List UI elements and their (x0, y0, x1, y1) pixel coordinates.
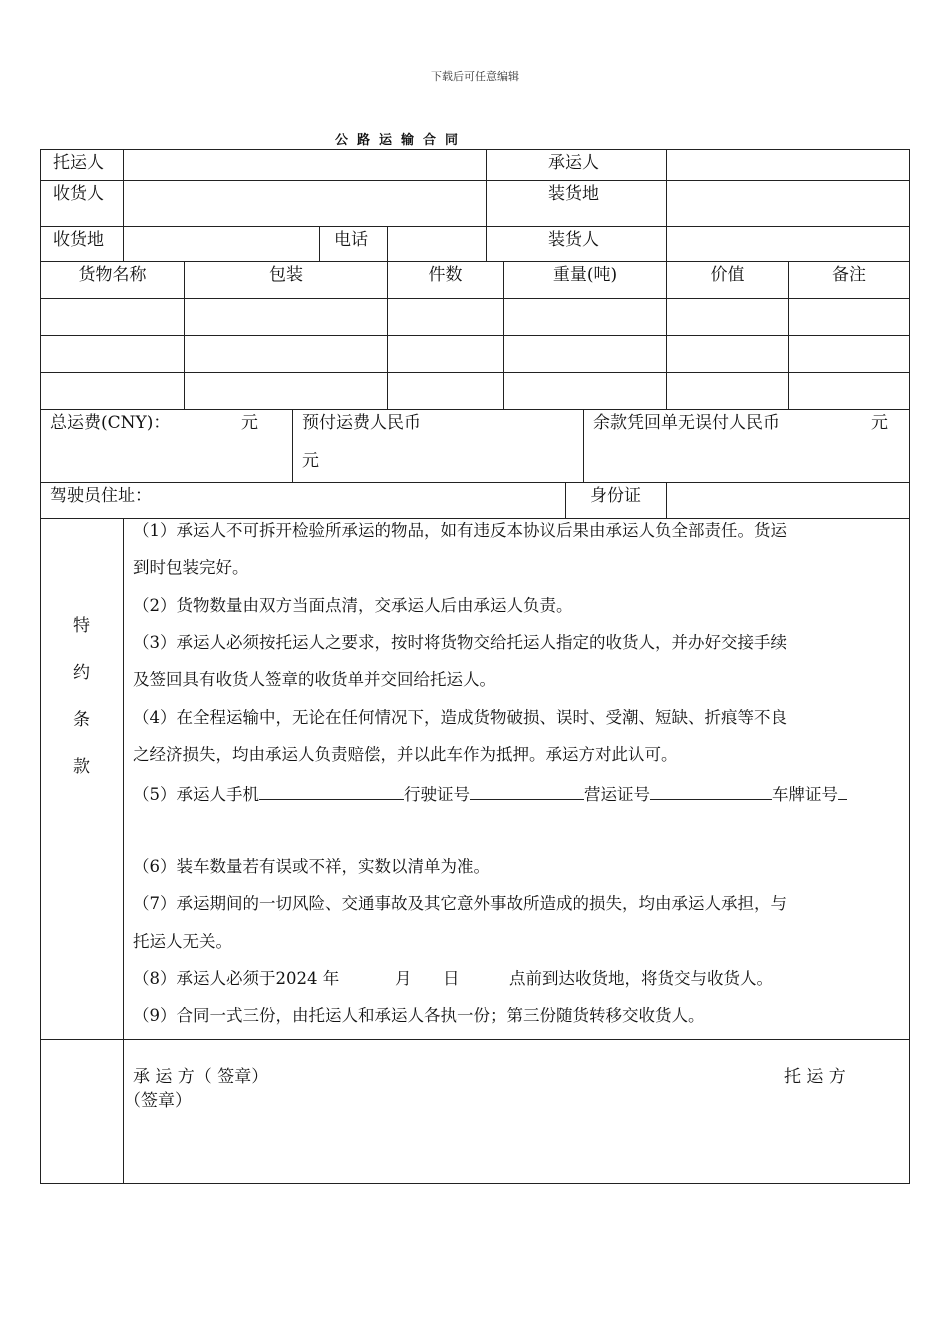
id-card-label: 身份证 (590, 486, 641, 506)
total-freight-label: 总运费(CNY)： (50, 413, 171, 433)
consignee-label: 收货人 (53, 184, 104, 204)
operating-permit-blank[interactable] (650, 783, 772, 800)
driving-license-blank[interactable] (470, 783, 584, 800)
special-terms-label-char: 约 (73, 663, 90, 683)
prepaid-freight-label: 预付运费人民币 (302, 413, 421, 433)
header-note: 下载后可任意编辑 (431, 70, 519, 83)
clause-5 (133, 783, 847, 805)
column-header-weight: 重量(吨) (552, 265, 618, 285)
phone-field[interactable] (388, 227, 485, 260)
shipper-seal-label: （签章） (124, 1091, 192, 1111)
table-row[interactable] (41, 373, 909, 408)
clause-5-phone-label: （5）承运人手机 (133, 785, 259, 804)
column-header-quantity: 件数 (428, 265, 463, 285)
special-terms-label-char: 款 (73, 757, 90, 777)
id-card-field[interactable] (667, 483, 908, 517)
clause-5-license-label: 行驶证号 (404, 785, 470, 804)
consignee-field[interactable] (124, 181, 485, 225)
loading-place-field[interactable] (667, 181, 908, 225)
carrier-label: 承运人 (548, 153, 599, 173)
loader-label: 装货人 (548, 230, 599, 250)
clause-6: （6）装车数量若有误或不祥，实数以清单为准。 (133, 857, 490, 876)
clause-8-month: 月 (395, 969, 412, 988)
loader-field[interactable] (667, 227, 908, 260)
shipper-label: 托运人 (53, 153, 104, 173)
signature-area[interactable] (124, 1115, 908, 1181)
clause-1-line-2: 到时包装完好。 (133, 558, 249, 577)
carrier-field[interactable] (667, 150, 908, 179)
delivery-place-field[interactable] (124, 227, 318, 260)
phone-label: 电话 (334, 230, 368, 250)
clause-8-part-d: 点前到达收货地，将货交与收货人。 (509, 969, 773, 988)
balance-label: 余款凭回单无误付人民币 (593, 413, 780, 433)
clause-5-plate-label: 车牌证号 (772, 785, 838, 804)
contract-title: 公路运输合同 (335, 133, 468, 148)
clause-8-part-a: （8）承运人必须于2024 年 (133, 969, 340, 988)
special-terms-label-char: 特 (73, 616, 90, 636)
special-terms-label-char: 条 (73, 710, 90, 730)
clause-4-line-1: （4）在全程运输中，无论在任何情况下，造成货物破损、误时、受潮、短缺、折痕等不良 (133, 708, 787, 727)
loading-place-label: 装货地 (548, 184, 599, 204)
column-header-goods-name: 货物名称 (78, 265, 147, 285)
license-plate-blank[interactable] (838, 783, 847, 800)
clause-2: （2）货物数量由双方当面点清，交承运人后由承运人负责。 (133, 596, 573, 615)
shipper-signature-label: 托 运 方 (784, 1067, 846, 1087)
clause-7-line-2: 托运人无关。 (133, 932, 232, 951)
clause-3-line-1: （3）承运人必须按托运人之要求，按时将货物交给托运人指定的收货人，并办好交接手续 (133, 633, 787, 652)
clause-8-day: 日 (443, 969, 460, 988)
column-header-remarks: 备注 (832, 265, 866, 285)
column-header-packaging: 包装 (269, 265, 303, 285)
clause-3-line-2: 及签回具有收货人签章的收货单并交回给托运人。 (133, 670, 496, 689)
total-freight-unit: 元 (241, 413, 258, 433)
clause-9: （9）合同一式三份，由托运人和承运人各执一份；第三份随货转移交收货人。 (133, 1006, 705, 1025)
balance-unit: 元 (871, 413, 888, 433)
table-row[interactable] (41, 336, 909, 371)
table-row[interactable] (41, 299, 909, 334)
clause-5-permit-label: 营运证号 (584, 785, 650, 804)
carrier-signature-label: 承 运 方（ 签章） (133, 1067, 269, 1087)
clause-7-line-1: （7）承运期间的一切风险、交通事故及其它意外事故所造成的损失，均由承运人承担，与 (133, 894, 787, 913)
clause-1-line-1: （1）承运人不可拆开检验所承运的物品，如有违反本协议后果由承运人负全部责任。货运 (133, 521, 787, 540)
column-header-value: 价值 (710, 265, 745, 285)
clause-4-line-2: 之经济损失，均由承运人负责赔偿，并以此车作为抵押。承运方对此认可。 (133, 745, 678, 764)
shipper-field[interactable] (124, 150, 485, 179)
carrier-phone-blank[interactable] (259, 783, 404, 800)
delivery-place-label: 收货地 (53, 230, 104, 250)
driver-address-label: 驾驶员住址： (50, 486, 152, 506)
prepaid-freight-unit: 元 (302, 451, 319, 471)
